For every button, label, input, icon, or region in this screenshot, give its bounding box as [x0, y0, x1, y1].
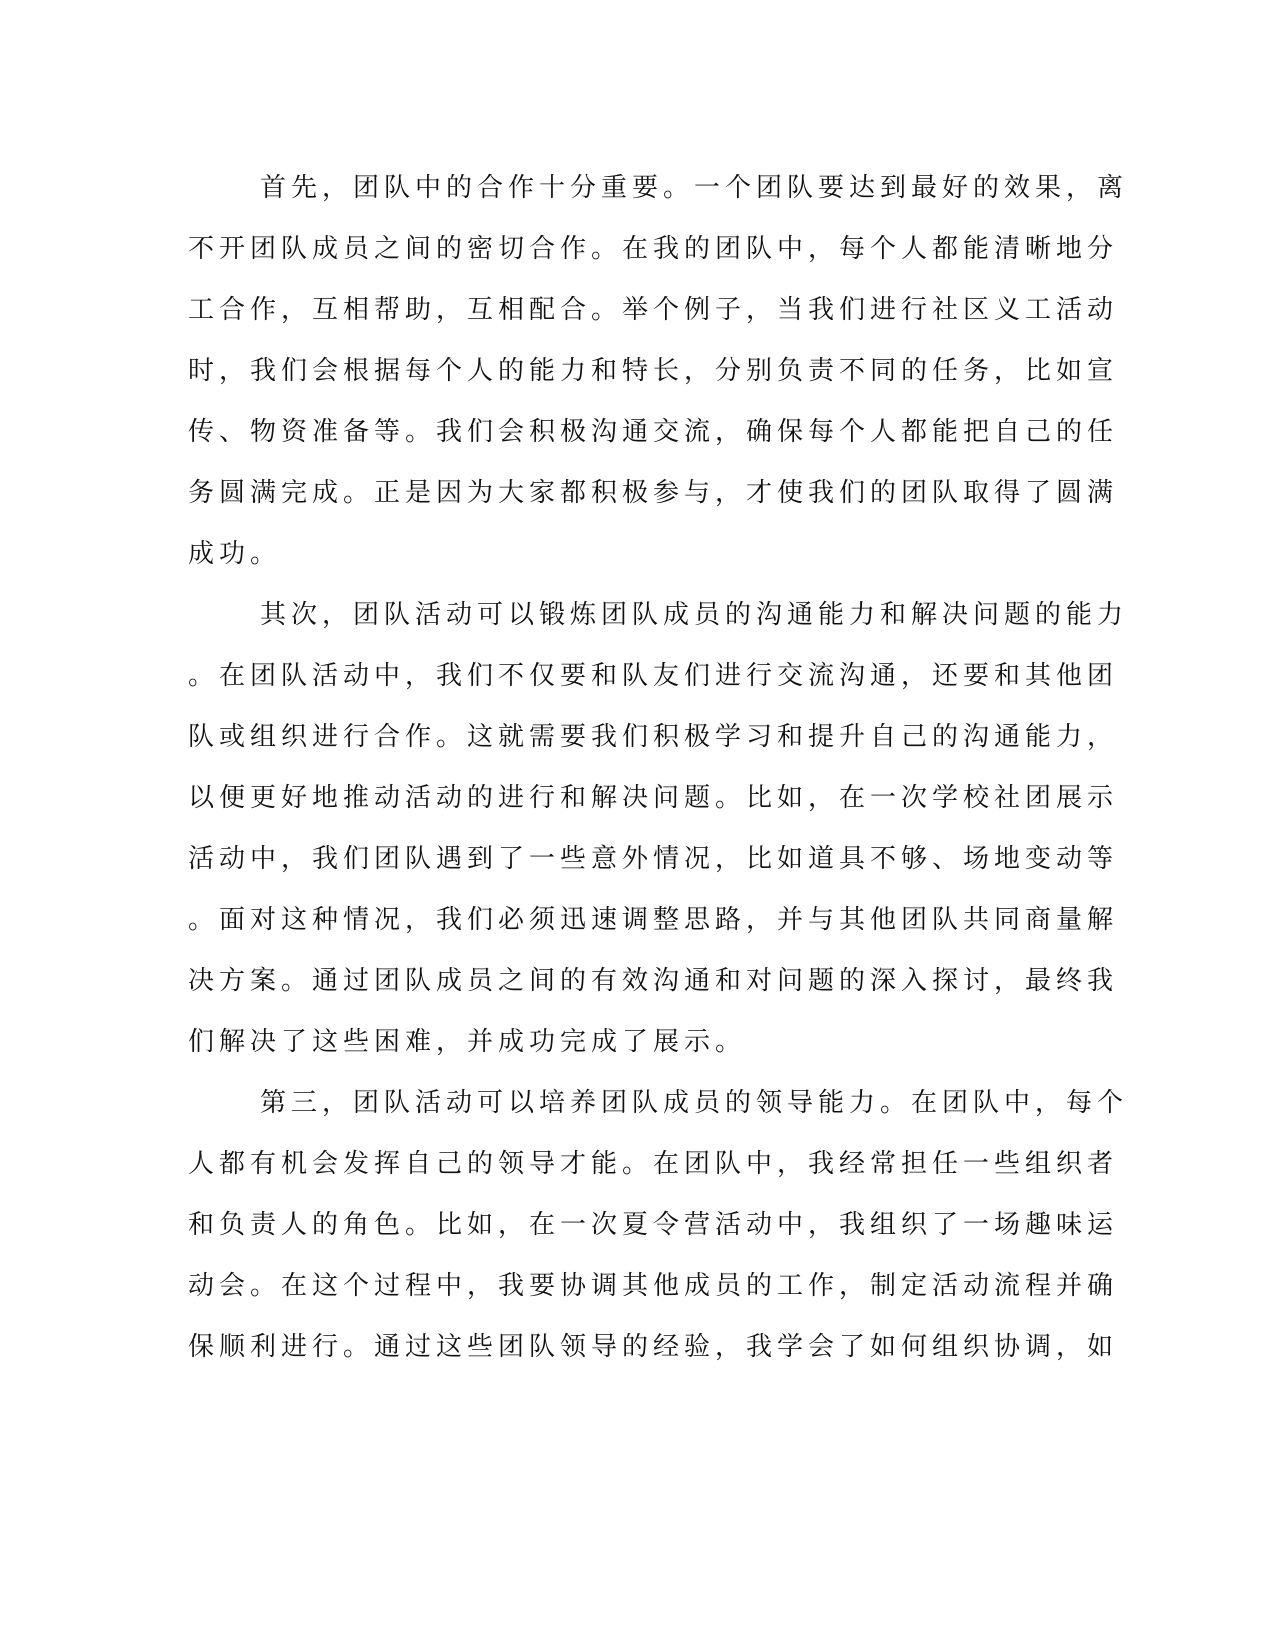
paragraph-2-line-4: 以便更好地推动活动的进行和解决问题。比如，在一次学校社团展示: [188, 783, 1119, 813]
paragraph-3-line-5: 保顺利进行。通过这些团队领导的经验，我学会了如何组织协调，如: [188, 1332, 1119, 1362]
paragraph-1-line-7: 成功。: [188, 539, 282, 569]
paragraph-1-line-2: 不开团队成员之间的密切合作。在我的团队中，每个人都能清晰地分: [188, 234, 1119, 264]
paragraph-2-line-3: 队或组织进行合作。这就需要我们积极学习和提升自己的沟通能力，: [188, 722, 1119, 752]
paragraph-2-line-6: 。面对这种情况，我们必须迅速调整思路，并与其他团队共同商量解: [188, 905, 1119, 935]
paragraph-3-line-2: 人都有机会发挥自己的领导才能。在团队中，我经常担任一些组织者: [188, 1149, 1119, 1179]
paragraph-2-line-1: 其次，团队活动可以锻炼团队成员的沟通能力和解决问题的能力: [260, 600, 1129, 630]
paragraph-1-line-6: 务圆满完成。正是因为大家都积极参与，才使我们的团队取得了圆满: [188, 478, 1119, 508]
paragraph-2-line-2: 。在团队活动中，我们不仅要和队友们进行交流沟通，还要和其他团: [188, 661, 1119, 691]
document-body: [188, 158, 1129, 1378]
paragraph-2-line-8: 们解决了这些困难，并成功完成了展示。: [188, 1027, 747, 1057]
paragraph-2-line-5: 活动中，我们团队遇到了一些意外情况，比如道具不够、场地变动等: [188, 844, 1119, 874]
paragraph-1-line-1: 首先，团队中的合作十分重要。一个团队要达到最好的效果，离: [260, 173, 1129, 203]
paragraph-3-line-3: 和负责人的角色。比如，在一次夏令营活动中，我组织了一场趣味运: [188, 1210, 1119, 1240]
paragraph-1-line-3: 工合作，互相帮助，互相配合。举个例子，当我们进行社区义工活动: [188, 295, 1119, 325]
paragraph-2-line-7: 决方案。通过团队成员之间的有效沟通和对问题的深入探讨，最终我: [188, 966, 1119, 996]
paragraph-1-line-4: 时，我们会根据每个人的能力和特长，分别负责不同的任务，比如宣: [188, 356, 1119, 386]
paragraph-1-line-5: 传、物资准备等。我们会积极沟通交流，确保每个人都能把自己的任: [188, 417, 1119, 447]
paragraph-3-line-4: 动会。在这个过程中，我要协调其他成员的工作，制定活动流程并确: [188, 1271, 1119, 1301]
paragraph-3-line-1: 第三，团队活动可以培养团队成员的领导能力。在团队中，每个: [260, 1088, 1129, 1118]
